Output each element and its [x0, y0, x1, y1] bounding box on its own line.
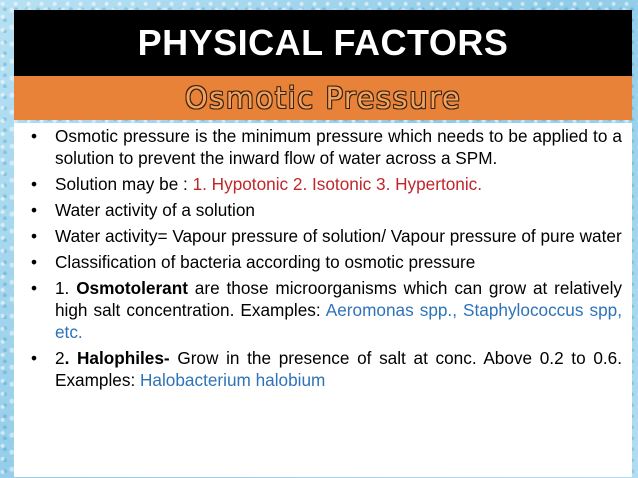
slide-title: PHYSICAL FACTORS: [137, 22, 509, 63]
bullet-solution-types: [31, 173, 622, 195]
bullet-icon: •: [31, 252, 38, 272]
bullet-text: are those microorganisms which can grow at relatively high salt concentration. Examples:: [55, 278, 622, 320]
slide: [7, 7, 631, 473]
bullet-icon: •: [31, 174, 38, 194]
subtitle-bar: [14, 76, 632, 120]
bullet-icon: •: [31, 348, 38, 368]
bullet-text: Grow in the presence of salt at conc. Above 0.2 to 0.6. Examples:: [55, 348, 622, 390]
bullet-icon: •: [31, 200, 38, 220]
bullet-text: Water activity= Vapour pressure of solution/ Vapour pressure of pure water: [55, 226, 622, 246]
bullet-list: [31, 125, 622, 391]
bullet-classification: [31, 251, 622, 273]
bullet-text: Osmotic pressure is the minimum pressure which needs to be applied to a solution to prevent the inward flow of water across a SPM.: [55, 126, 622, 168]
bullet-water-activity: [31, 199, 622, 221]
bullet-text: Solution may be :: [55, 174, 193, 194]
title-bar: [14, 10, 632, 76]
bullet-icon: •: [31, 226, 38, 246]
halophiles-examples: Halobacterium halobium: [140, 370, 326, 390]
solution-types-highlight: 1. Hypotonic 2. Isotonic 3. Hypertonic.: [192, 174, 483, 194]
bullet-osmotic-definition: [31, 125, 622, 169]
bullet-number: 2: [55, 348, 65, 368]
bullet-text: Water activity of a solution: [55, 200, 255, 220]
bullet-icon: •: [31, 126, 38, 146]
halophiles-term: . Halophiles-: [64, 348, 170, 368]
slide-subtitle: Osmotic Pressure: [184, 81, 462, 115]
bullet-halophiles: [31, 347, 622, 391]
bullet-water-activity-formula: [31, 225, 622, 247]
bullet-icon: •: [31, 278, 38, 298]
osmotolerant-examples: Aeromonas spp., Staphylococcus spp, etc.: [55, 300, 622, 342]
bullet-osmotolerant: [31, 277, 622, 343]
content-panel: [14, 123, 632, 477]
bullet-number: 1.: [55, 278, 77, 298]
bullet-text: Classification of bacteria according to osmotic pressure: [55, 252, 476, 272]
osmotolerant-term: Osmotolerant: [76, 278, 188, 298]
